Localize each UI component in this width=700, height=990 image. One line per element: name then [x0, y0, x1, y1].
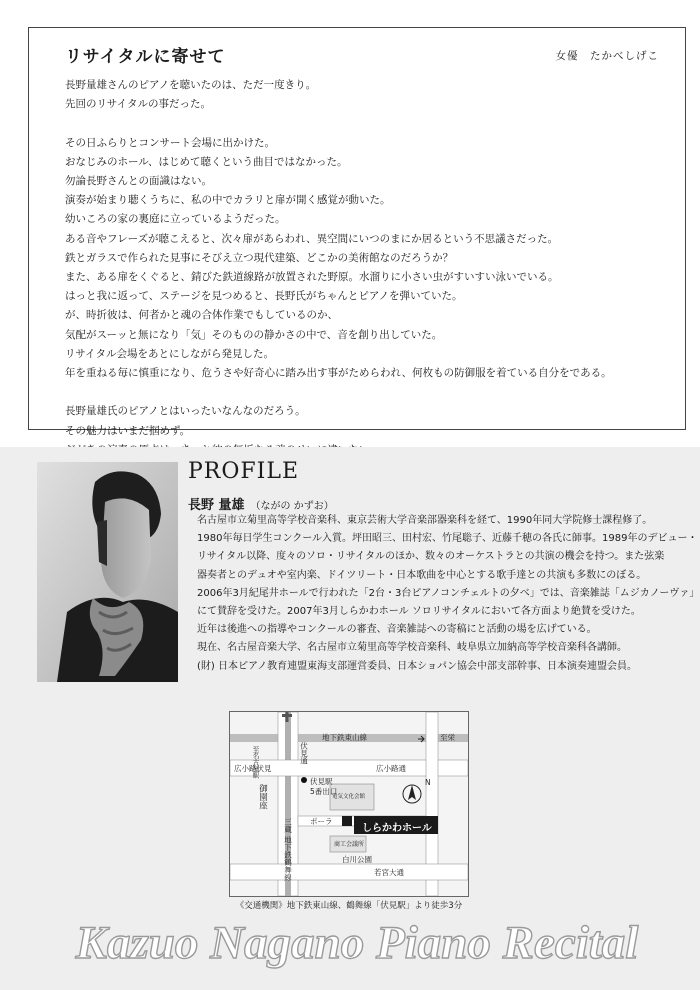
- map-label-denki-bunka: 電気文化会館: [332, 794, 366, 800]
- profile-body: [197, 512, 700, 676]
- recital-banner: [22, 908, 692, 978]
- profile-line: 現在、名古屋音楽大学、名古屋市立菊里高等学校音楽科、岐阜県立加納高等学校音楽科各講師。: [197, 642, 627, 654]
- blank-line: [65, 383, 675, 402]
- pianist-name-text: 長野 量雄: [188, 498, 245, 513]
- profile-line: にて賛辞を受けた。2007年3月しらかわホール ソロリサイタルにおいて各方面より絶賛を受けた。: [197, 606, 641, 618]
- banner-text: Kazuo Nagano Piano Recital: [75, 917, 639, 969]
- map-label-exit: 5番出口: [310, 787, 338, 796]
- essay-line: リサイタル会場をあとにしながら発見した。: [65, 347, 275, 360]
- essay-line: 鉄とガラスで作られた見事にそびえ立つ現代建築、どこかの美術館なのだろうか？: [65, 251, 454, 264]
- map-label-hall: しらかわホール: [362, 823, 432, 834]
- map-label-to-sakae: 至栄: [440, 733, 455, 742]
- banner-text-svg: [22, 908, 692, 978]
- essay-line: が、時折彼は、何者かと魂の合体作業でもしているのか、: [65, 309, 338, 322]
- map-label-park: 白川公園: [342, 855, 372, 864]
- essay-author: 女優 たかべしげこ: [555, 50, 659, 62]
- hall-marker: [342, 816, 352, 826]
- essay-line: 年を重ねる毎に慎重になり、危うさや好奇心に踏み出す事がためらわれ、何枚もの防御服を着ている自分をである。: [65, 367, 612, 380]
- pianist-name: [188, 494, 334, 513]
- north-arrow-icon: [408, 785, 416, 800]
- map-label-hirokoji-fushimi: 広小路伏見: [234, 764, 272, 773]
- essay-line: おなじみのホール、はじめて聴くという曲目ではなかった。: [65, 155, 348, 168]
- map-label-line-top: 地下鉄東山線: [322, 733, 367, 742]
- essay-line: 長野量雄さんのピアノを聴いたのは、ただ一度きり。: [65, 79, 317, 91]
- essay-line: 勿論長野さんとの面識はない。: [65, 175, 212, 187]
- essay-body: [65, 76, 675, 479]
- essay-frame: [28, 27, 686, 437]
- profile-line: 名古屋市立菊里高等学校音楽科、東京芸術大学音楽部器楽科を経て、1990年同大学院修士課程修了。: [197, 515, 653, 526]
- cross-v: [286, 712, 289, 722]
- profile-heading: PROFILE: [188, 459, 300, 484]
- map-label-sanwa: 三蔵: [283, 818, 293, 833]
- essay-title: リサイタルに寄せて: [65, 47, 226, 67]
- essay-line: ある音やフレーズが聴こえると、次々扉があらわれ、異空間にいつのまにか居るという不思議さだった。: [65, 232, 559, 245]
- map-label-wakamiya: 若宮大通: [374, 868, 404, 877]
- profile-line: 近年は後進への指導やコンクールの審査、音楽雑誌への寄稿にと活動の場を広げている。: [197, 624, 597, 636]
- essay-line: はっと我に返って、ステージを見つめると、長野氏がちゃんとピアノを弾いていた。: [65, 290, 463, 303]
- essay-line: 気配がスーッと無になり「気」そのものの静かさの中で、音を創り出していた。: [65, 328, 443, 341]
- pianist-portrait-image: [37, 462, 178, 682]
- station-dot: [301, 777, 307, 783]
- map-label-to-meieki: 至名古屋駅: [251, 746, 260, 779]
- map-label-north: N: [425, 778, 431, 787]
- map-label-station: 伏見駅: [310, 777, 333, 786]
- profile-line: リサイタル以降、度々のソロ・リサイタルのほか、数々のオーケストラとの共演の機会を持つ。また弦楽: [197, 551, 665, 563]
- map-caption: 《交通機関》地下鉄東山線、鶴舞線「伏見駅」より徒歩3分: [235, 901, 463, 911]
- pianist-name-reading: （ながの かずお）: [250, 501, 334, 512]
- map-label-hirokoji-dori: 広小路通: [376, 764, 406, 773]
- profile-line: 1980年毎日学生コンクール入賞。坪田昭三、田村宏、竹尾聡子、近藤千穂の各氏に師事。1989年のデビュー・: [197, 533, 698, 545]
- essay-line: また、ある扉をくぐると、錆びた鉄道線路が放置された野原。水溜りに小さい虫がすいすい泳いでいる。: [65, 271, 559, 284]
- pianist-photo: [37, 462, 178, 682]
- essay-line: その魅力はいまだ掴めず。: [65, 424, 191, 437]
- map-label-misonoza: 御園座: [257, 784, 268, 810]
- blank-line: [65, 114, 675, 133]
- wakamiya-street: [230, 864, 468, 880]
- essay-line: 先回のリサイタルの事だった。: [65, 98, 212, 111]
- profile-line: 2006年3月紀尾井ホールで行われた「2台・3台ピアノコンチェルトの夕べ」では、音楽雑誌「ムジカノーヴァ」: [197, 587, 700, 599]
- map-label-tsurumai: 地下鉄鶴舞線: [283, 836, 293, 881]
- access-map: [229, 711, 469, 897]
- profile-line: 器奏者とのデュオや室内楽、ドイツリート・日本歌曲を中心とする歌手達との共演も多数にのぼる。: [197, 569, 647, 581]
- map-label-fushimi-dori: 伏見通: [299, 742, 309, 765]
- essay-line: 長野量雄氏のピアノとはいったいなんなのだろう。: [65, 405, 306, 418]
- map-label-pola: ポーラ: [310, 817, 333, 826]
- essay-line: その日ふらりとコンサート会場に出かけた。: [65, 136, 275, 149]
- map-label-shoko: 商工会議所: [334, 841, 365, 848]
- essay-line: 幼いころの家の裏庭に立っているようだった。: [65, 213, 286, 226]
- profile-line: (財) 日本ピアノ教育連盟東海支部運営委員、日本ショパン協会中部支部幹事、日本演奏連盟会員。: [197, 660, 637, 672]
- essay-line: 演奏が始まり聴くうちに、私の中でカラリと扉が開く感覚が動いた。: [65, 194, 391, 207]
